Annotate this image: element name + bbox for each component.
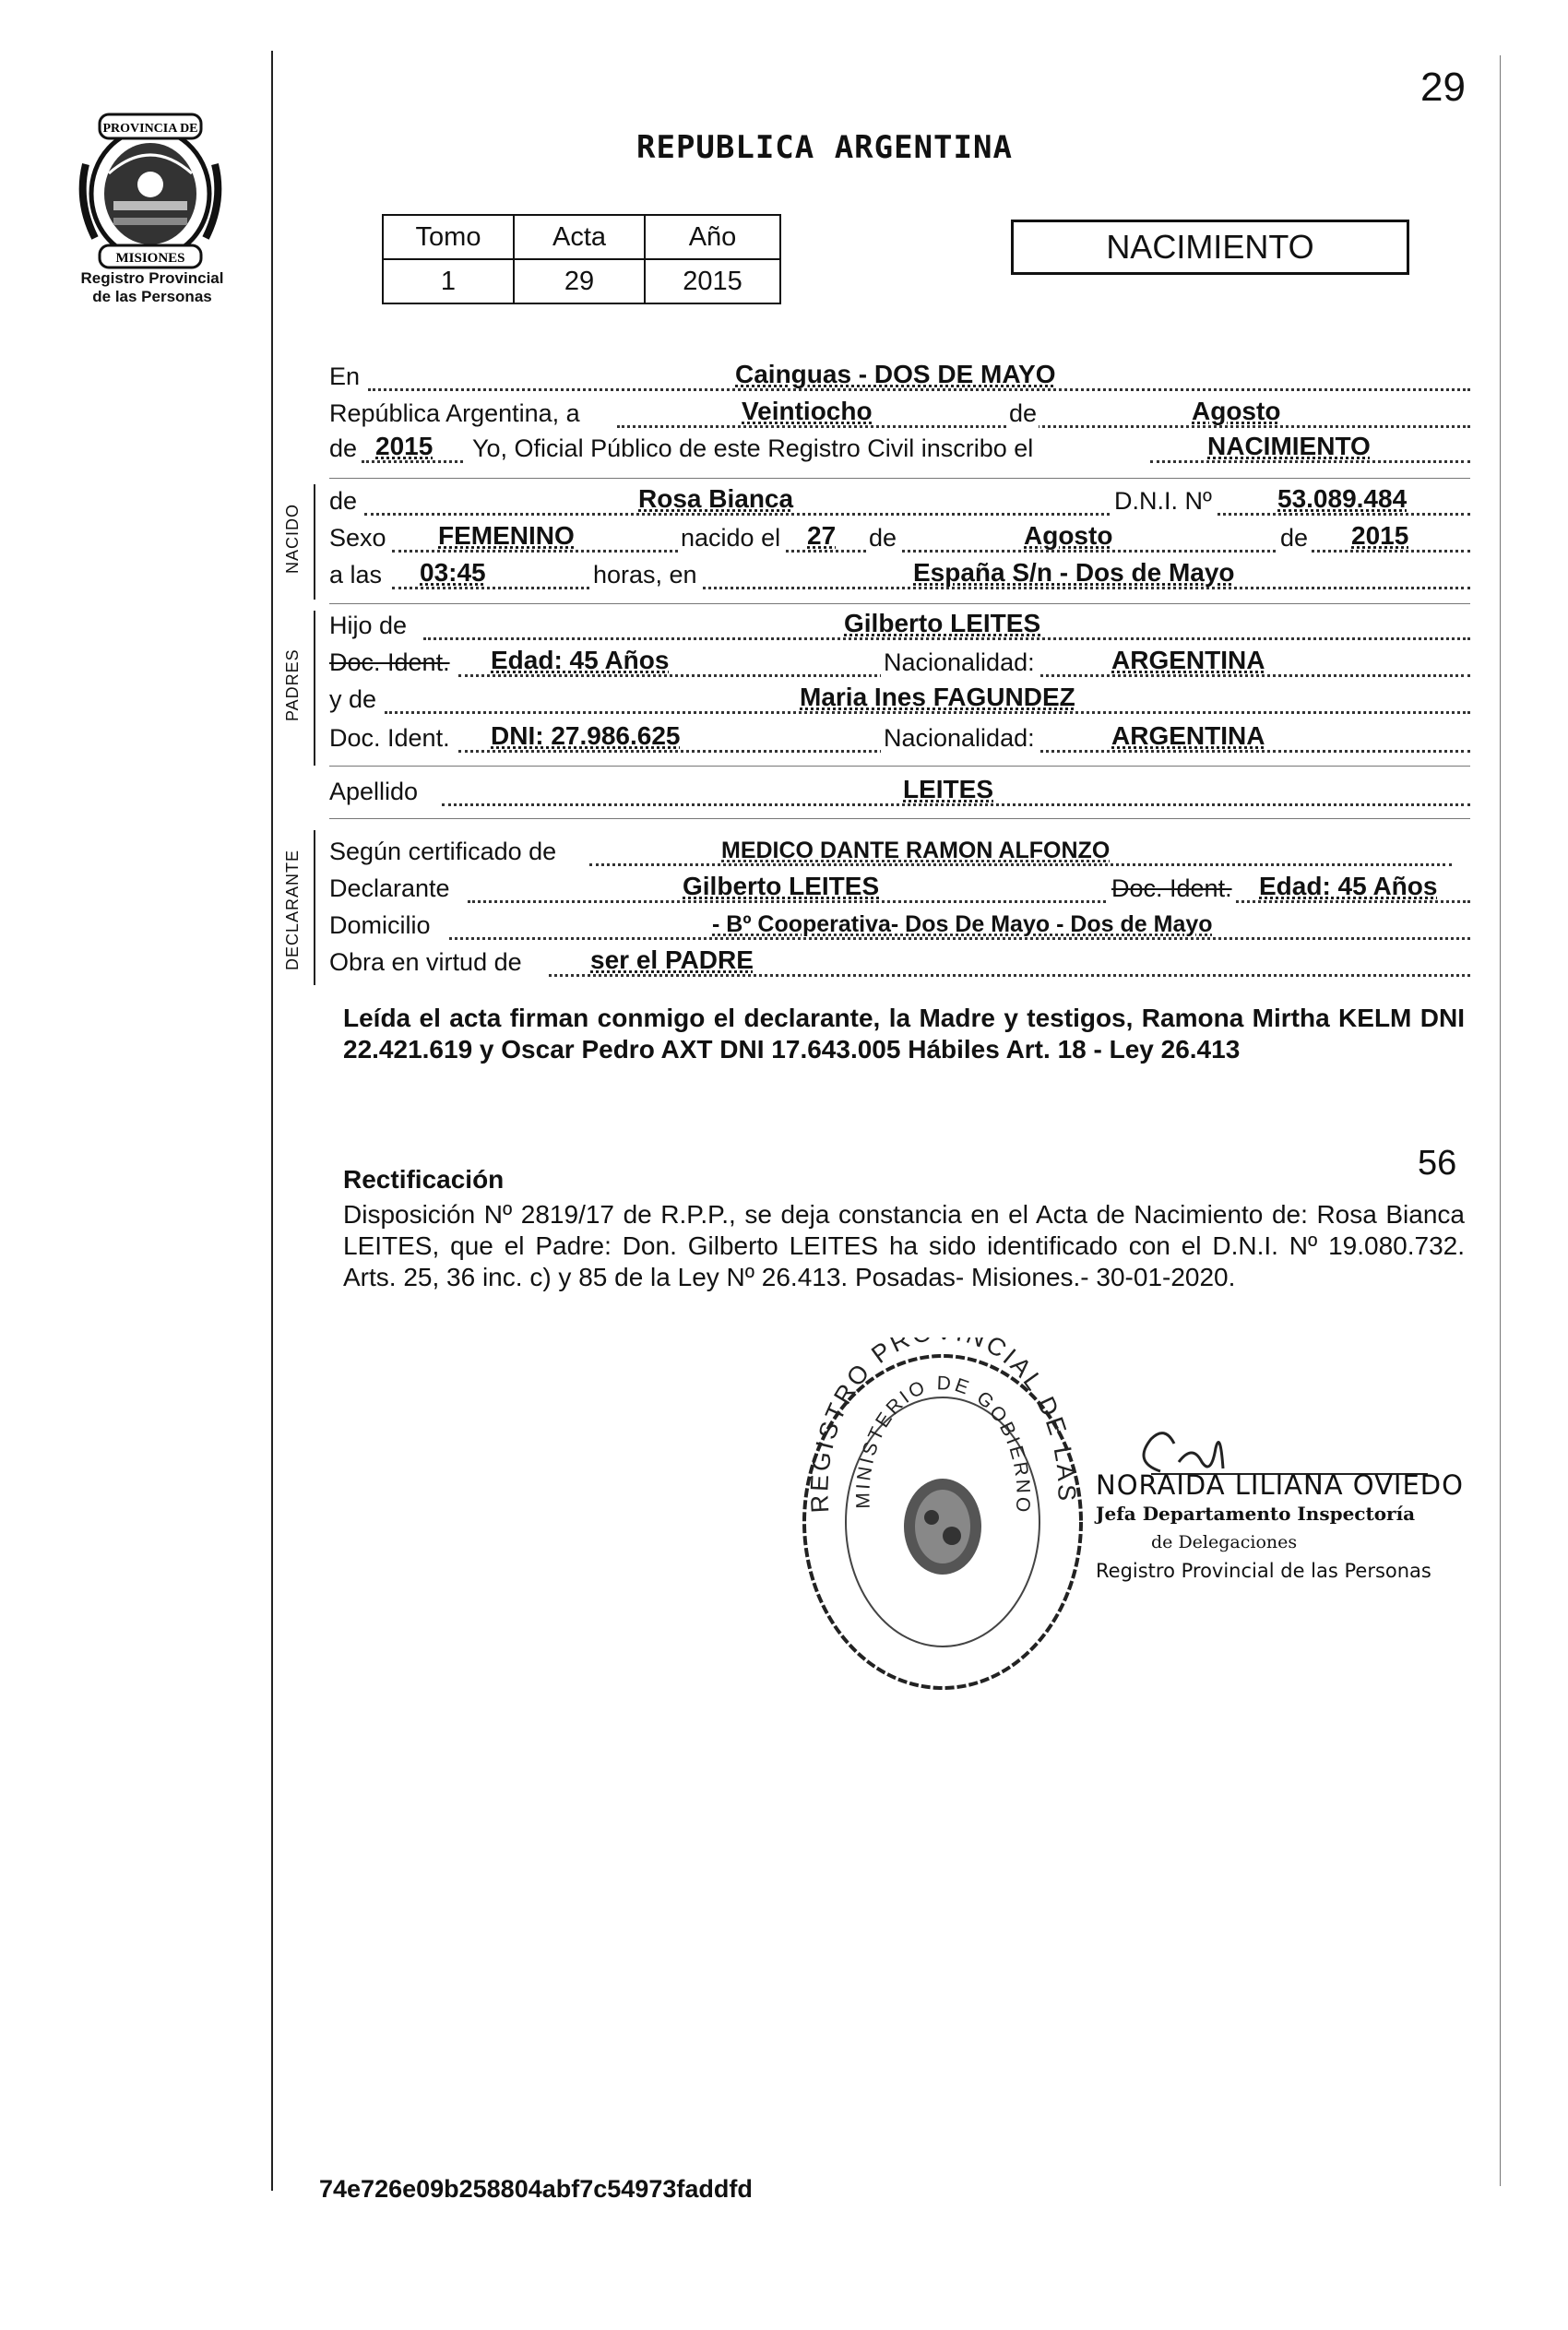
signer-office: Registro Provincial de las Personas xyxy=(1096,1560,1431,1582)
obra-value: ser el PADRE xyxy=(590,945,754,974)
row-declarante xyxy=(329,872,1470,909)
rep-month-value: Agosto xyxy=(1192,397,1281,425)
declarante-value: Gilberto LEITES xyxy=(683,872,880,900)
rectification-body: Disposición Nº 2819/17 de R.P.P., se deja constancia en el Acta de Nacimiento de: Rosa Bianca LEITES, que el Padre: Don. Gilberto LEITES ha sido identificado con el D.N.I. Nº 19.080.732. Arts. 25, 36 inc. c) y 85 de la Ley Nº 26.413. Posadas- Misiones.- 30-01-2020. xyxy=(343,1200,1465,1291)
yo-text: Yo, Oficial Público de este Registro Civil inscribo el xyxy=(472,434,1034,462)
signer-name: NORAIDA LILIANA OVIEDO xyxy=(1096,1469,1464,1501)
nacido-day-value: 27 xyxy=(807,521,837,550)
hora-value: 03:45 xyxy=(420,558,486,587)
rectification-title: Rectificación xyxy=(343,1165,505,1194)
section-nacido: NACIDO xyxy=(283,503,302,574)
padre-nac-label: Nacionalidad: xyxy=(881,648,1038,677)
year-value: 2015 xyxy=(375,432,434,460)
misiones-crest-logo xyxy=(72,109,229,270)
rectification-number: 56 xyxy=(1418,1144,1457,1183)
row-republica xyxy=(329,397,1470,434)
domicilio-value: - Bº Cooperativa- Dos De Mayo - Dos de Mayo xyxy=(712,911,1213,937)
document-hash: 74e726e09b258804abf7c54973faddfd xyxy=(319,2175,753,2203)
nacido-de2-label: de xyxy=(1277,524,1311,553)
document-title: REPUBLICA ARGENTINA xyxy=(636,129,1013,166)
hijo-label: Hijo de xyxy=(329,612,408,639)
signer-department: de Delegaciones xyxy=(1151,1532,1298,1552)
row-year xyxy=(329,432,1470,469)
lugar-value: España S/n - Dos de Mayo xyxy=(913,558,1235,587)
official-stamp xyxy=(793,1337,1088,1693)
row-madre-doc xyxy=(329,721,1470,758)
row-madre xyxy=(329,683,1470,719)
padre-doc-struck: Doc. Ident. xyxy=(329,648,450,676)
section-declarante: DECLARANTE xyxy=(283,849,302,970)
sexo-label: Sexo xyxy=(329,524,386,552)
right-margin-line xyxy=(1500,55,1501,2186)
row-hora xyxy=(329,558,1470,595)
record-type-box: NACIMIENTO xyxy=(1011,220,1409,275)
padre-edad-value: Edad: 45 Años xyxy=(491,646,670,674)
madre-nac-label: Nacionalidad: xyxy=(881,724,1038,753)
horas-label: horas, en xyxy=(590,561,700,589)
tomo-header: Tomo xyxy=(383,215,514,259)
en-value: Cainguas - DOS DE MAYO xyxy=(735,360,1056,388)
crest-bottom-text: MISIONES xyxy=(115,251,185,266)
signer-block xyxy=(1096,1471,1464,1586)
madre-value: Maria Ines FAGUNDEZ xyxy=(800,683,1075,711)
madre-nac-value: ARGENTINA xyxy=(1111,721,1265,750)
de-label: de xyxy=(329,434,358,462)
domicilio-label: Domicilio xyxy=(329,911,431,939)
apellido-label: Apellido xyxy=(329,778,419,805)
row-hijo xyxy=(329,609,1470,646)
registry-caption-line1: Registro Provincial xyxy=(80,269,224,287)
nacido-month-value: Agosto xyxy=(1024,521,1113,550)
certificado-value: MEDICO DANTE RAMON ALFONZO xyxy=(721,838,1111,863)
padre-value: Gilberto LEITES xyxy=(844,609,1041,637)
crest-top-text: PROVINCIA DE xyxy=(102,122,198,136)
dni-value: 53.089.484 xyxy=(1277,484,1408,513)
registry-caption xyxy=(55,269,249,306)
record-table xyxy=(382,214,781,304)
anio-header: Año xyxy=(645,215,780,259)
section-padres: PADRES xyxy=(283,648,302,721)
nacido-de-label: de xyxy=(866,524,899,553)
nacido-label: nacido el xyxy=(678,524,783,553)
row-certificado xyxy=(329,835,1470,872)
nombre-value: Rosa Bianca xyxy=(638,484,794,513)
tomo-value: 1 xyxy=(383,259,514,303)
row-apellido xyxy=(329,775,1470,812)
en-label: En xyxy=(329,363,361,390)
padre-nac-value: ARGENTINA xyxy=(1111,646,1265,674)
row-sexo xyxy=(329,521,1470,558)
yde-label: y de xyxy=(329,685,377,713)
nombre-label: de xyxy=(329,487,358,515)
dni-label: D.N.I. Nº xyxy=(1111,487,1215,516)
apellido-value: LEITES xyxy=(903,775,994,803)
sexo-value: FEMENINO xyxy=(438,521,575,550)
declarante-label: Declarante xyxy=(329,874,450,902)
rep-day-value: Veintiocho xyxy=(742,397,873,425)
certificado-label: Según certificado de xyxy=(329,838,557,865)
closing-paragraph: Leída el acta firman conmigo el declarante, la Madre y testigos, Ramona Mirtha KELM DNI 22.421.619 y Oscar Pedro AXT DNI 17.643.005 Hábiles Art. 18 - Ley 26.413 xyxy=(343,1004,1465,1064)
acta-header: Acta xyxy=(514,215,645,259)
registry-caption-line2: de las Personas xyxy=(92,288,212,305)
declarante-edad-value: Edad: 45 Años xyxy=(1259,872,1438,900)
row-padre-doc xyxy=(329,646,1470,683)
rep-de-label: de xyxy=(1009,399,1038,427)
madre-doc-label: Doc. Ident. xyxy=(329,724,450,752)
acta-value: 29 xyxy=(514,259,645,303)
obra-label: Obra en virtud de xyxy=(329,948,522,976)
republica-label: República Argentina, a xyxy=(329,399,580,427)
anio-value: 2015 xyxy=(645,259,780,303)
declarante-doc-struck: Doc. Ident. xyxy=(1109,874,1235,903)
stamp-inner-text: MINISTERIO DE GOBIERNO xyxy=(852,1373,1034,1516)
signer-title: Jefa Departamento Inspectoría xyxy=(1096,1503,1416,1525)
inscribe-value: NACIMIENTO xyxy=(1207,432,1371,460)
nacido-year-value: 2015 xyxy=(1351,521,1409,550)
row-obra xyxy=(329,945,1470,982)
row-en xyxy=(329,360,1470,397)
page-number: 29 xyxy=(1420,65,1466,110)
alas-label: a las xyxy=(329,561,383,588)
row-nombre xyxy=(329,484,1470,521)
row-domicilio xyxy=(329,909,1470,945)
madre-doc-value: DNI: 27.986.625 xyxy=(491,721,681,750)
left-margin-line xyxy=(271,51,273,2191)
stamp-outer-text: REGISTRO PR CIAL DE LAS xyxy=(805,1337,1081,1514)
